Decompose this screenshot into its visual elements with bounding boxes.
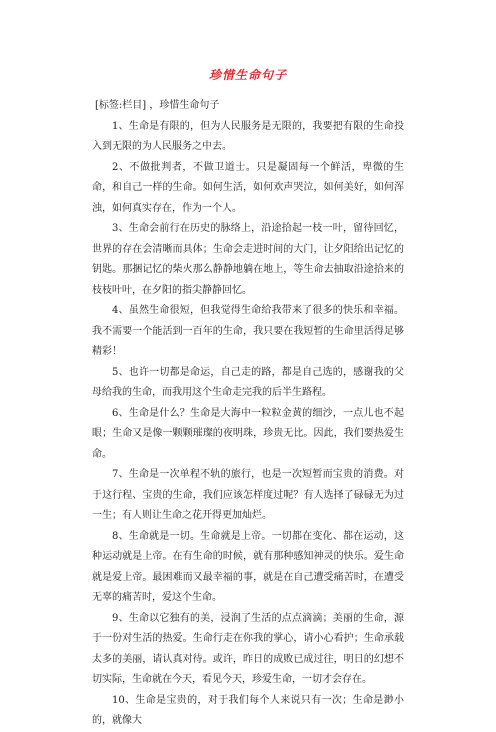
paragraph-4: 4、虽然生命很短，但我觉得生命给我带来了很多的快乐和幸福。我不需要一个能活到一百年的生命，我只要在我短暂的生命里活得足够精彩！ — [92, 305, 404, 357]
paragraph-8: 8、生命就是一切。生命就是上帝。一切都在变化、都在运动，这种运动就是上帝。在有生命的时候，就有那种感知神灵的快乐。爱生命就是爱上帝。最困难而又最幸福的事，就是在自己遭受痛苦时，在遭受无辜的痛苦时，爱这个生命。 — [92, 530, 404, 603]
paragraph-2: 2、不做批判者，不做卫道士。只是凝固每一个鲜活，卑微的生命，和自己一样的生命。如何生活，如何欢声哭泣，如何美好，如何浑浊，如何真实存在，作为一个人。 — [92, 161, 404, 214]
paragraph-9: 9、生命以它独有的美，浸润了生活的点点滴滴；美丽的生命，源于一份对生活的热爱。生命行走在你我的掌心，请小心看护；生命承载太多的美丽，请认真对待。或许，昨日的成败已成过往，明日的幻想不切实际，生命就在今天，看见今天，珍爱生命，一切才会存在。 — [92, 612, 404, 685]
document-body — [92, 96, 404, 732]
document-title: 珍惜生命句子 — [208, 68, 287, 82]
paragraph-5: 5、也许一切都是命运，自己走的路，都是自己选的，感谢我的父母给我的生命，而我用这个生命走完我的后半生路程。 — [92, 366, 404, 398]
paragraph-10: 10、生命是宝贵的，对于我们每个人来说只有一次；生命是渺小的，就像大 — [92, 694, 404, 726]
paragraph-6: 6、生命是什么？生命是大海中一粒粒金黄的细沙，一点儿也不起眼；生命又是像一颗颗璀璨的夜明珠，珍贵无比。因此，我们要热爱生命。 — [92, 407, 404, 460]
paragraph-7: 7、生命是一次单程不轨的旅行，也是一次短暂而宝贵的消费。对于这行程、宝贵的生命，我们应该怎样度过呢？有人选择了碌碌无为过一生；有人则让生命之花开得更加灿烂。 — [92, 469, 404, 521]
tagline: [标签:栏目] ，珍惜生命句子 — [95, 100, 220, 111]
paragraph-3: 3、生命会前行在历史的脉络上，沿途拾起一枝一叶，留待回忆，世界的存在会清晰而具体；生命会走进时间的大门，让夕阳给出记忆的钥匙。那捆记忆的柴火那么静静地躺在地上，等生命去抽取沿途拾来的枝枝叶叶，在夕阳的指尖静静回忆。 — [92, 223, 404, 296]
paragraph-1: 1、生命是有限的，但为人民服务是无限的，我要把有限的生命投入到无限的为人民服务之中去。 — [92, 120, 404, 152]
